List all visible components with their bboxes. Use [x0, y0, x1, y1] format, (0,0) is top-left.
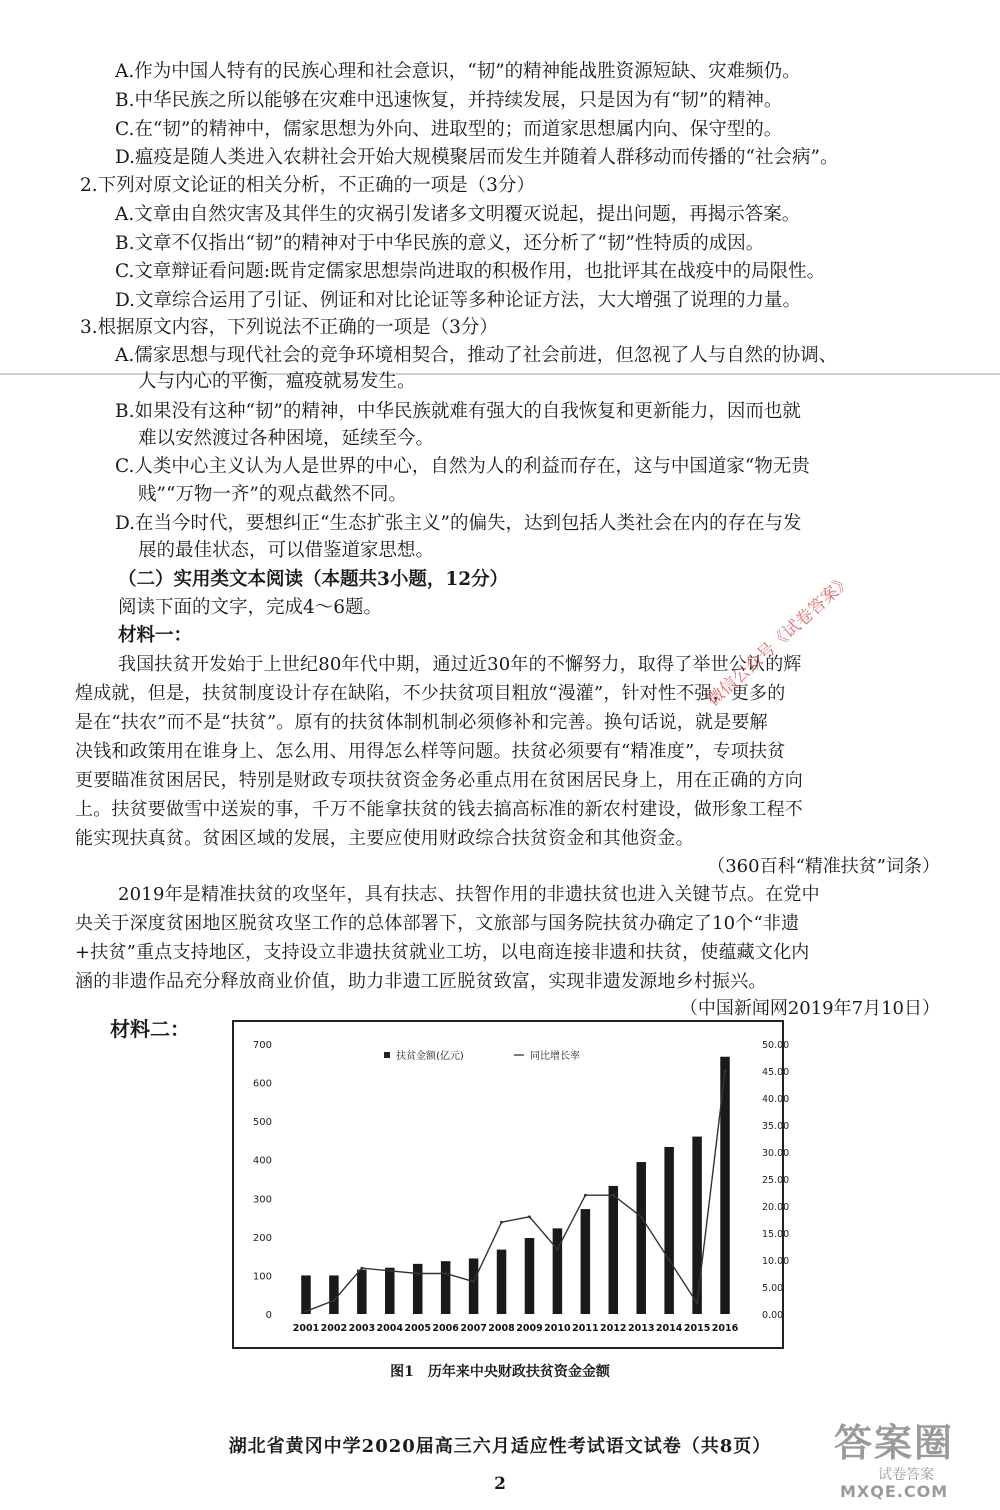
logo-url: MXQE.COM — [840, 1482, 949, 1501]
y-right-tick-label: 50.00 — [762, 1040, 790, 1051]
bar — [581, 1209, 590, 1314]
x-tick-label: 2003 — [348, 1323, 376, 1334]
q3-stem: 3.根据原文内容，下列说法不正确的一项是（3分） — [80, 317, 498, 338]
material1-line: 我国扶贫开发始于上世纪80年代中期，通过近30年的不懈努力，取得了举世公认的辉 — [118, 654, 802, 675]
y-left-tick-label: 700 — [252, 1040, 272, 1051]
bar — [385, 1268, 394, 1314]
x-tick-label: 2002 — [320, 1323, 348, 1334]
logo-text: 答案圈 — [834, 1420, 955, 1465]
q2-option-d: D.文章综合运用了引证、例证和对比论证等多种论证方法，大大增强了说理的力量。 — [115, 290, 802, 311]
growth-rate-point — [305, 1310, 308, 1313]
bar — [413, 1264, 422, 1314]
section-title: （二）实用类文本阅读（本题共3小题，12分） — [118, 569, 509, 590]
growth-rate-point — [724, 1070, 727, 1073]
y-left-tick-label: 400 — [252, 1155, 272, 1167]
y-right-tick-label: 45.00 — [762, 1067, 790, 1078]
q2-option-b: B.文章不仅指出“韧”的精神对于中华民族的意义，还分析了“韧”性特质的成因。 — [115, 233, 765, 254]
y-right-tick-label: 15.00 — [762, 1229, 790, 1240]
q1-option-a: A.作为中国人特有的民族心理和社会意识，“韧”的精神能战胜资源短缺、灾难频仍。 — [115, 61, 801, 82]
growth-rate-point — [528, 1215, 531, 1218]
material1-line: 决钱和政策用在谁身上、怎么用、用得怎么样等问题。扶贫必须要有“精准度”，专项扶贫 — [75, 741, 786, 762]
material1-line: 央关于深度贫困地区脱贫攻坚工作的总体部署下，文旅部与国务院扶贫办确定了10个“非遗 — [75, 913, 800, 934]
x-tick-label: 2009 — [516, 1323, 543, 1334]
x-tick-label: 2001 — [292, 1323, 320, 1334]
x-tick-label: 2014 — [655, 1323, 683, 1334]
x-tick-label: 2012 — [600, 1323, 627, 1334]
y-right-tick-label: 20.00 — [762, 1202, 790, 1213]
bar — [609, 1186, 618, 1314]
growth-rate-point — [444, 1272, 447, 1275]
q2-option-c: C.文章辩证看问题:既肯定儒家思想崇尚进取的积极作用，也批评其在战疫中的局限性。 — [115, 261, 826, 282]
bar — [301, 1275, 310, 1314]
y-left-tick-label: 300 — [252, 1194, 272, 1206]
material1-line: 上。扶贫要做雪中送炭的事，千万不能拿扶贫的钱去搞高标准的新农村建设，做形象工程不 — [75, 799, 803, 820]
growth-rate-point — [696, 1302, 699, 1305]
growth-rate-point — [612, 1194, 615, 1197]
y-right-tick-label: 0.00 — [762, 1310, 784, 1321]
y-right-tick-label: 10.00 — [762, 1256, 790, 1267]
watermark-stamp: 微信公众号《试卷答案》 — [703, 570, 856, 711]
material1-line: 煌成就，但是，扶贫制度设计存在缺陷，不少扶贫项目粗放“漫灌”，针对性不强，更多的 — [75, 683, 786, 704]
y-left-tick-label: 0 — [265, 1310, 272, 1321]
site-logo — [826, 1408, 991, 1503]
bar — [469, 1258, 478, 1314]
material1-line: 涵的非遗作品充分释放商业价值，助力非遗工匠脱贫致富，实现非遗发源地乡村振兴。 — [75, 971, 767, 992]
material1-source: （360百科“精准扶贫”词条） — [707, 856, 940, 877]
logo-subtitle: 试卷答案 — [878, 1467, 934, 1483]
bar — [441, 1261, 450, 1314]
material1-line: 能实现扶真贫。贫困区域的发展，主要应使用财政综合扶贫资金和其他资金。 — [75, 828, 694, 849]
growth-rate-point — [500, 1221, 503, 1224]
q3-option-c-line2: 贱”“万物一齐”的观点截然不同。 — [138, 484, 407, 505]
page-number: 2 — [494, 1474, 506, 1494]
funding-chart — [232, 1020, 790, 1349]
bar — [692, 1137, 701, 1314]
material1-label: 材料一： — [118, 625, 193, 646]
growth-rate-point — [640, 1215, 643, 1218]
q2-stem: 2.下列对原文论证的相关分析，不正确的一项是（3分） — [80, 175, 535, 196]
q3-option-b-line2: 难以安然渡过各种困境，延续至今。 — [138, 428, 435, 449]
y-right-tick-label: 30.00 — [762, 1148, 790, 1159]
y-right-tick-label: 25.00 — [762, 1175, 790, 1186]
bar — [329, 1275, 338, 1314]
bar — [664, 1147, 673, 1314]
x-tick-label: 2016 — [711, 1323, 739, 1334]
growth-rate-point — [360, 1267, 363, 1270]
x-tick-label: 2013 — [627, 1323, 655, 1334]
legend-bar-label: 扶贫金额(亿元) — [396, 1051, 464, 1062]
material1-line: +扶贫”重点支持地区，支持设立非遗扶贫就业工坊，以电商连接非遗和扶贫，使蕴藏文化内 — [75, 942, 810, 963]
growth-rate-point — [556, 1248, 559, 1251]
y-left-tick-label: 200 — [252, 1232, 272, 1244]
x-tick-label: 2015 — [683, 1323, 711, 1334]
q1-option-c: C.在“韧”的精神中，儒家思想为外向、进取型的；而道家思想属内向、保守型的。 — [115, 119, 783, 140]
material2-label: 材料二： — [110, 1017, 190, 1041]
legend-line-label: 同比增长率 — [530, 1051, 580, 1062]
chart-canvas — [234, 1022, 790, 1347]
q3-option-a-line2: 人与内心的平衡，瘟疫就易发生。 — [138, 371, 416, 392]
page-footer: 湖北省黄冈中学2020届高三六月适应性考试语文试卷（共8页） — [228, 1436, 772, 1457]
x-tick-label: 2007 — [460, 1323, 487, 1334]
q3-option-d-line1: D.在当今时代，要想纠正“生态扩张主义”的偏失，达到包括人类社会在内的存在与发 — [115, 513, 802, 534]
growth-rate-point — [668, 1259, 671, 1262]
y-right-tick-label: 40.00 — [762, 1094, 790, 1105]
growth-rate-line — [306, 1071, 725, 1311]
y-left-tick-label: 600 — [252, 1078, 272, 1090]
y-left-tick-label: 100 — [252, 1271, 272, 1283]
bar — [636, 1162, 645, 1314]
q1-option-b: B.中华民族之所以能够在灾难中迅速恢复，并持续发展，只是因为有“韧”的精神。 — [115, 90, 783, 111]
material1-line: 更要瞄准贫困居民，特别是财政专项扶贫资金务必重点用在贫困居民身上，用在正确的方向 — [75, 770, 803, 791]
section-instruction: 阅读下面的文字，完成4～6题。 — [118, 597, 383, 618]
growth-rate-point — [416, 1272, 419, 1275]
growth-rate-point — [472, 1280, 475, 1283]
x-tick-label: 2008 — [488, 1323, 515, 1334]
bar — [497, 1250, 506, 1314]
x-tick-label: 2011 — [572, 1323, 599, 1334]
y-right-tick-label: 35.00 — [762, 1121, 790, 1132]
bar — [553, 1228, 562, 1314]
bar — [357, 1270, 366, 1314]
q3-option-a-line1: A.儒家思想与现代社会的竞争环境相契合，推动了社会前进，但忽视了人与自然的协调、 — [115, 345, 838, 366]
q3-option-b-line1: B.如果没有这种“韧”的精神，中华民族就难有强大的自我恢复和更新能力，因而也就 — [115, 401, 801, 422]
growth-rate-point — [333, 1299, 336, 1302]
legend-bar-swatch — [384, 1052, 390, 1058]
x-tick-label: 2006 — [432, 1323, 459, 1334]
x-tick-label: 2005 — [404, 1323, 431, 1334]
growth-rate-point — [388, 1269, 391, 1272]
y-right-tick-label: 5.00 — [762, 1283, 784, 1294]
growth-rate-point — [584, 1194, 587, 1197]
material1-line: 是在“扶农”而不是“扶贫”。原有的扶贫体制机制必须修补和完善。换句话说，就是要解 — [75, 712, 768, 733]
x-tick-label: 2004 — [376, 1323, 404, 1334]
q3-option-c-line1: C.人类中心主义认为人是世界的中心，自然为人的利益而存在，这与中国道家“物无贵 — [115, 456, 810, 477]
bar — [525, 1238, 534, 1314]
chart-caption: 图1 历年来中央财政扶贫资金金额 — [390, 1364, 610, 1380]
material1-line: 2019年是精准扶贫的攻坚年，具有扶志、扶智作用的非遗扶贫也进入关键节点。在党中 — [118, 884, 820, 905]
q3-option-d-line2: 展的最佳状态，可以借鉴道家思想。 — [138, 540, 435, 561]
x-tick-label: 2010 — [544, 1323, 571, 1334]
material2-source: （中国新闻网2019年7月10日） — [679, 998, 940, 1019]
q2-option-a: A.文章由自然灾害及其伴生的灾祸引发诸多文明覆灭说起，提出问题，再揭示答案。 — [115, 204, 801, 225]
q1-option-d: D.瘟疫是随人类进入农耕社会开始大规模聚居而发生并随着人群移动而传播的“社会病”。 — [115, 147, 839, 168]
y-left-tick-label: 500 — [252, 1117, 272, 1129]
